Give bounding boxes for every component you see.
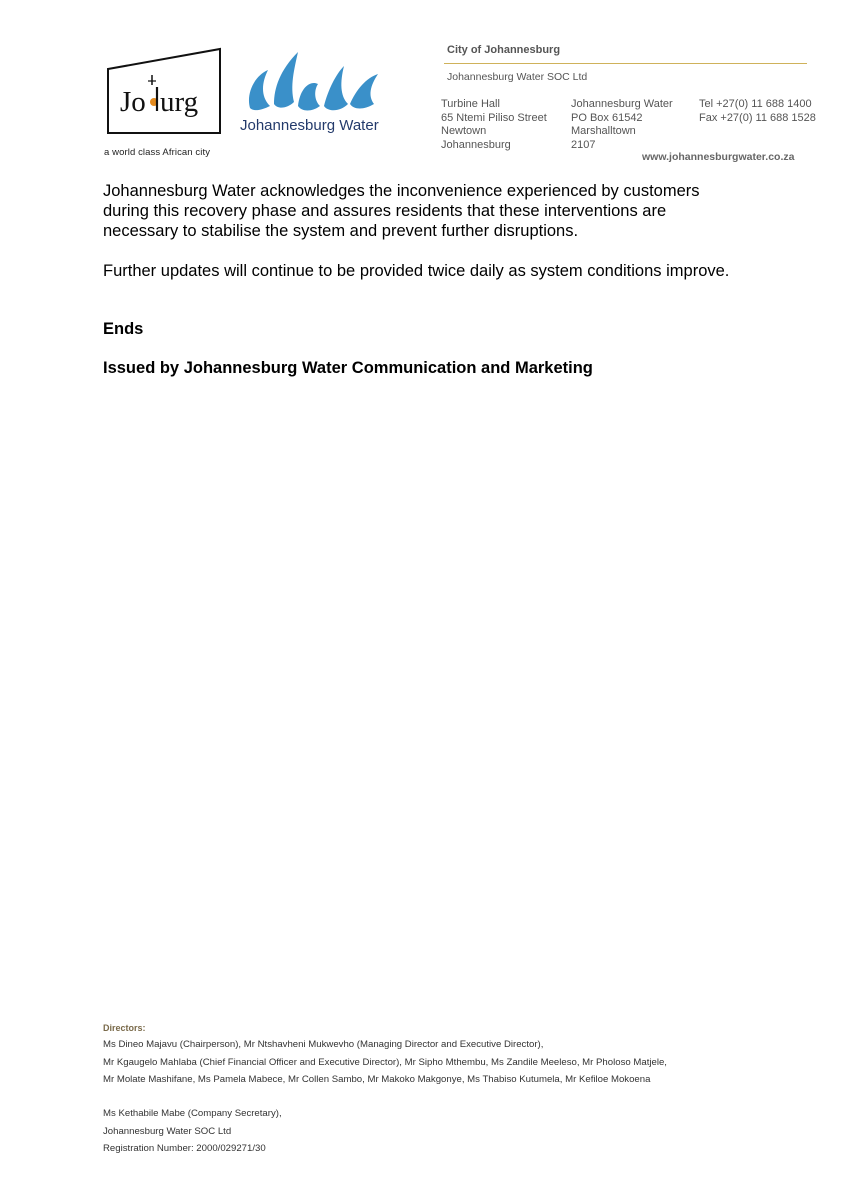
- fax: Fax +27(0) 11 688 1528: [699, 111, 816, 124]
- directors-line: Ms Dineo Majavu (Chairperson), Mr Ntshavheni Mukwevho (Managing Director and Executive Director),: [103, 1039, 544, 1050]
- issued-by: Issued by Johannesburg Water Communication and Marketing: [103, 359, 593, 377]
- directors-line: Mr Kgaugelo Mahlaba (Chief Financial Officer and Executive Director), Mr Sipho Mthembu, Ms Zandile Meeleso, Mr Pholoso Matjele,: [103, 1057, 667, 1068]
- body-paragraph-1: Johannesburg Water acknowledges the inconvenience experienced by customers during this recovery phase and assures residents that these interventions are necessary to stabilise the system and prevent further disruptions.: [103, 182, 700, 240]
- address-line: Johannesburg: [441, 138, 511, 151]
- address-line: Turbine Hall: [441, 98, 500, 110]
- jw-logo-text: Johannesburg Water: [240, 117, 379, 134]
- company-name: Johannesburg Water SOC Ltd: [103, 1126, 232, 1137]
- address-line: 65 Ntemi Piliso Street: [441, 111, 547, 124]
- address-line: 2107: [571, 138, 596, 151]
- water-wave-logo-icon: [240, 44, 390, 116]
- directors-heading: Directors:: [103, 1023, 146, 1033]
- joburg-tagline: a world class African city: [104, 147, 211, 158]
- website-link[interactable]: www.johannesburgwater.co.za: [642, 151, 795, 163]
- company-secretary: Ms Kethabile Mabe (Company Secretary),: [103, 1108, 282, 1119]
- registration-number: Registration Number: 2000/029271/30: [103, 1143, 266, 1154]
- joburg-logo: [106, 47, 222, 135]
- physical-address: [441, 98, 547, 152]
- contact-numbers: [699, 98, 816, 125]
- svg-text:Jo: Jo: [120, 86, 146, 118]
- company-line: Johannesburg Water SOC Ltd: [447, 71, 588, 83]
- address-line: Newtown: [441, 125, 487, 137]
- telephone: Tel +27(0) 11 688 1400: [699, 98, 812, 110]
- address-line: Marshalltown: [571, 125, 636, 137]
- gold-divider: [444, 63, 807, 64]
- ends-marker: Ends: [103, 320, 144, 338]
- svg-text:urg: urg: [160, 86, 199, 118]
- directors-line: Mr Molate Mashifane, Ms Pamela Mabece, Mr Collen Sambo, Mr Makoko Makgonye, Ms Thabiso Kutumela, Mr Kefiloe Mokoena: [103, 1074, 651, 1085]
- postal-address: [571, 98, 673, 152]
- address-line: PO Box 61542: [571, 111, 643, 124]
- body-paragraph-2: Further updates will continue to be provided twice daily as system conditions improve.: [103, 262, 730, 280]
- city-title: City of Johannesburg: [447, 44, 561, 56]
- address-line: Johannesburg Water: [571, 98, 673, 110]
